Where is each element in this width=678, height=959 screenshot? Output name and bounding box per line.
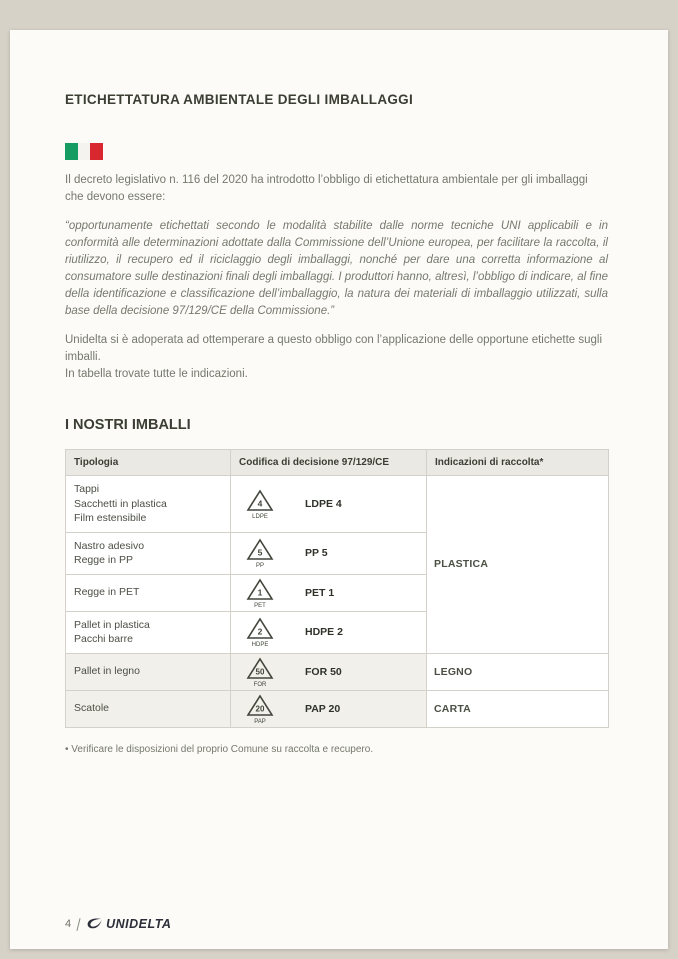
flag-stripe-green — [65, 143, 78, 160]
svg-text:5: 5 — [257, 547, 263, 558]
tipologia-cell: Pallet in legno — [66, 653, 231, 690]
group-cell-carta: CARTA — [427, 690, 609, 727]
svg-text:LDPE: LDPE — [252, 513, 268, 519]
flag-stripe-white — [78, 143, 91, 160]
section-title: I NOSTRI IMBALLI — [65, 417, 191, 434]
material-code: PP 5 — [305, 547, 328, 560]
col-header-tipologia: Tipologia — [66, 450, 231, 476]
codifica-cell — [231, 476, 427, 532]
material-code: HDPE 2 — [305, 626, 343, 639]
table-row — [66, 653, 609, 690]
intro-paragraph: Il decreto legislativo n. 116 del 2020 ha introdotto l’obbligo di etichettatura ambientale per gli imballaggi che devono essere: — [65, 174, 588, 204]
tipologia-cell: Pallet in plastica Pacchi barre — [66, 611, 231, 653]
svg-text:FOR: FOR — [253, 681, 267, 687]
svg-text:HDPE: HDPE — [251, 642, 269, 648]
material-code: FOR 50 — [305, 665, 342, 678]
table-header-row — [66, 450, 609, 476]
unidelta-logo-swoosh-icon — [86, 917, 103, 931]
recycling-symbol-icon — [243, 657, 277, 687]
flag-stripe-red — [90, 143, 103, 160]
footer-divider — [77, 918, 81, 931]
quote-paragraph: “opportunamente etichettati secondo le modalità stabilite dalle norme tecniche UNI applicabili e in conformità alle determinazioni adottate dalla Commissione dell’Unione europea, per facilitare la raccolta, il riutilizzo, il recupero ed il riciclaggio degli imballaggi, nonché per dare una corretta informazione al consumatore sulle destinazioni finali degli imballaggi. I produttori hanno, altresì, l’obbligo di indicare, al fine della identificazione e classificazione dell’imballaggio, la natura dei materiali di imballaggio utilizzati, sulla base della decisione 97/129/CE della Commissione.” — [65, 220, 608, 318]
closing-line-2: In tabella trovate tutte le indicazioni. — [65, 368, 248, 381]
col-header-indicazioni: Indicazioni di raccolta* — [427, 450, 609, 476]
svg-text:4: 4 — [257, 498, 263, 509]
svg-text:1: 1 — [257, 587, 263, 598]
tipologia-cell: Scatole — [66, 690, 231, 727]
tipologia-cell: Nastro adesivo Regge in PP — [66, 532, 231, 574]
closing-line-1: Unidelta si è adoperata ad ottemperare a questo obbligo con l’applicazione delle opportune etichette sugli imballi. — [65, 334, 603, 364]
unidelta-logo — [86, 917, 171, 931]
group-cell-legno: LEGNO — [427, 653, 609, 690]
italy-flag-icon — [65, 143, 103, 160]
closing-paragraph — [65, 332, 608, 383]
material-code: PET 1 — [305, 586, 335, 599]
unidelta-logo-text: UNIDELTA — [106, 917, 172, 931]
col-header-codifica: Codifica di decisione 97/129/CE — [231, 450, 427, 476]
codifica-cell — [231, 532, 427, 574]
footnote: • Verificare le disposizioni del proprio Comune su raccolta e recupero. — [65, 743, 374, 755]
svg-text:PET: PET — [254, 602, 266, 608]
document-page — [10, 30, 668, 949]
svg-text:PP: PP — [255, 563, 265, 569]
recycling-symbol-icon — [243, 617, 277, 647]
tipologia-cell: Regge in PET — [66, 574, 231, 611]
material-code: LDPE 4 — [305, 497, 342, 510]
codifica-cell — [231, 653, 427, 690]
tipologia-cell: Tappi Sacchetti in plastica Film estensibile — [66, 476, 231, 532]
svg-text:PAP: PAP — [254, 718, 266, 724]
page-footer — [65, 917, 608, 937]
group-cell-plastica: PLASTICA — [427, 476, 609, 653]
table-row — [66, 690, 609, 727]
page-title: ETICHETTATURA AMBIENTALE DEGLI IMBALLAGGI — [65, 92, 414, 107]
svg-text:20: 20 — [255, 704, 265, 714]
recycling-symbol-icon — [243, 578, 277, 608]
recycling-symbol-icon — [243, 538, 277, 568]
packaging-table — [65, 449, 609, 727]
codifica-cell — [231, 574, 427, 611]
svg-text:2: 2 — [257, 626, 263, 637]
codifica-cell — [231, 611, 427, 653]
recycling-symbol-icon — [243, 694, 277, 724]
svg-text:50: 50 — [255, 667, 265, 677]
material-code: PAP 20 — [305, 702, 341, 715]
page-number: 4 — [65, 918, 72, 930]
codifica-cell — [231, 690, 427, 727]
table-row — [66, 476, 609, 532]
recycling-symbol-icon — [243, 489, 277, 519]
